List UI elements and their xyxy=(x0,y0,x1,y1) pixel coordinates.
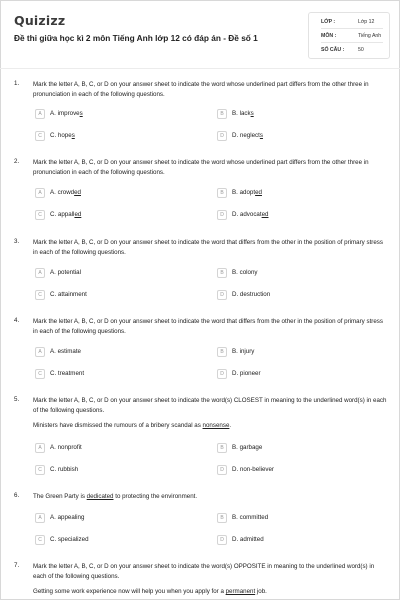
option-letter: D xyxy=(217,131,227,141)
option-d[interactable] xyxy=(217,290,377,300)
option-d[interactable] xyxy=(217,465,377,475)
option-c[interactable] xyxy=(35,131,195,141)
option-text: C. specialized xyxy=(50,536,89,543)
question-number: 1. xyxy=(14,80,20,87)
option-text: B. lacks xyxy=(232,110,254,117)
option-d[interactable] xyxy=(217,210,377,220)
option-text: C. treatment xyxy=(50,370,85,377)
question-prompt: The Green Party is dedicated to protecting the environment. xyxy=(33,493,198,500)
info-key: MÔN : xyxy=(321,33,337,39)
option-text: B. colony xyxy=(232,269,258,276)
option-d[interactable] xyxy=(217,131,377,141)
option-letter: B xyxy=(217,443,227,453)
info-key: LỚP : xyxy=(321,19,336,25)
question-number: 7. xyxy=(14,562,20,569)
option-text: C. appalled xyxy=(50,211,82,218)
option-letter: A xyxy=(35,188,45,198)
question-prompt: Mark the letter A, B, C, or D on your answer sheet to indicate the word that differs from the other in the position of primary stress in each of the following questions. xyxy=(33,239,383,256)
option-c[interactable] xyxy=(35,465,195,475)
question-number: 5. xyxy=(14,396,20,403)
info-value: Lớp 12 xyxy=(358,19,375,25)
option-c[interactable] xyxy=(35,290,195,300)
question-number: 6. xyxy=(14,492,20,499)
option-text: B. committed xyxy=(232,514,269,521)
option-text: D. pioneer xyxy=(232,370,261,377)
question-prompt: Mark the letter A, B, C, or D on your answer sheet to indicate the word whose underlined part differs from the other three in pronunciation in each of the following questions. xyxy=(33,159,369,176)
question-number: 2. xyxy=(14,158,20,165)
option-text: D. admitted xyxy=(232,536,264,543)
option-text: A. nonprofit xyxy=(50,444,82,451)
question-sentence: Getting some work experience now will help you when you apply for a permanent job. xyxy=(33,588,267,595)
option-b[interactable] xyxy=(217,188,377,198)
option-c[interactable] xyxy=(35,369,195,379)
option-text: D. destruction xyxy=(232,291,271,298)
option-letter: B xyxy=(217,347,227,357)
option-letter: A xyxy=(35,443,45,453)
option-letter: D xyxy=(217,465,227,475)
option-letter: A xyxy=(35,109,45,119)
option-b[interactable] xyxy=(217,443,377,453)
option-letter: A xyxy=(35,268,45,278)
info-value: 50 xyxy=(358,47,364,53)
option-text: B. injury xyxy=(232,348,255,355)
option-b[interactable] xyxy=(217,347,377,357)
option-c[interactable] xyxy=(35,210,195,220)
option-letter: C xyxy=(35,369,45,379)
option-text: A. estimate xyxy=(50,348,81,355)
question-prompt: Mark the letter A, B, C, or D on your answer sheet to indicate the word(s) CLOSEST in meaning to the underlined word(s) in each of the following questions. xyxy=(33,397,387,414)
option-d[interactable] xyxy=(217,369,377,379)
option-letter: B xyxy=(217,513,227,523)
info-box xyxy=(308,12,390,59)
question-prompt: Mark the letter A, B, C, or D on your answer sheet to indicate the word whose underlined part differs from the other three in pronunciation in each of the following questions. xyxy=(33,81,369,98)
option-letter: C xyxy=(35,290,45,300)
option-letter: D xyxy=(217,369,227,379)
option-b[interactable] xyxy=(217,268,377,278)
info-divider xyxy=(321,42,383,43)
option-letter: C xyxy=(35,131,45,141)
option-text: C. attainment xyxy=(50,291,87,298)
option-text: A. improves xyxy=(50,110,83,117)
question-number: 4. xyxy=(14,317,20,324)
option-a[interactable] xyxy=(35,268,195,278)
option-letter: D xyxy=(217,210,227,220)
quizizz-logo: Quizizz xyxy=(14,13,66,28)
header xyxy=(0,0,400,68)
info-key: SỐ CÂU : xyxy=(321,47,345,53)
option-letter: C xyxy=(35,535,45,545)
option-a[interactable] xyxy=(35,109,195,119)
option-text: D. neglects xyxy=(232,132,263,139)
option-letter: A xyxy=(35,513,45,523)
option-text: D. non-believer xyxy=(232,466,274,473)
option-a[interactable] xyxy=(35,513,195,523)
option-letter: C xyxy=(35,465,45,475)
option-letter: B xyxy=(217,268,227,278)
option-text: C. hopes xyxy=(50,132,75,139)
option-b[interactable] xyxy=(217,513,377,523)
question-number: 3. xyxy=(14,238,20,245)
option-letter: B xyxy=(217,188,227,198)
option-d[interactable] xyxy=(217,535,377,545)
option-text: D. advocated xyxy=(232,211,269,218)
question-prompt: Mark the letter A, B, C, or D on your answer sheet to indicate the word(s) OPPOSITE in meaning to the underlined word(s) in each of the following questions. xyxy=(33,563,375,580)
option-text: A. appealing xyxy=(50,514,85,521)
option-text: C. rubbish xyxy=(50,466,79,473)
option-a[interactable] xyxy=(35,347,195,357)
option-b[interactable] xyxy=(217,109,377,119)
option-text: B. garbage xyxy=(232,444,263,451)
option-text: A. crowded xyxy=(50,189,81,196)
option-letter: C xyxy=(35,210,45,220)
header-divider xyxy=(0,68,400,69)
question-sentence: Ministers have dismissed the rumours of a bribery scandal as nonsense. xyxy=(33,422,232,429)
info-value: Tiếng Anh xyxy=(358,33,382,39)
option-letter: A xyxy=(35,347,45,357)
option-letter: D xyxy=(217,535,227,545)
option-a[interactable] xyxy=(35,443,195,453)
option-letter: D xyxy=(217,290,227,300)
document-title: Đề thi giữa học kì 2 môn Tiếng Anh lớp 12 có đáp án - Đề số 1 xyxy=(14,33,258,43)
option-a[interactable] xyxy=(35,188,195,198)
option-letter: B xyxy=(217,109,227,119)
info-divider xyxy=(321,28,383,29)
option-text: B. adopted xyxy=(232,189,262,196)
option-c[interactable] xyxy=(35,535,195,545)
option-text: A. potential xyxy=(50,269,81,276)
question-prompt: Mark the letter A, B, C, or D on your answer sheet to indicate the word that differs from the other in the position of primary stress in each of the following questions. xyxy=(33,318,383,335)
